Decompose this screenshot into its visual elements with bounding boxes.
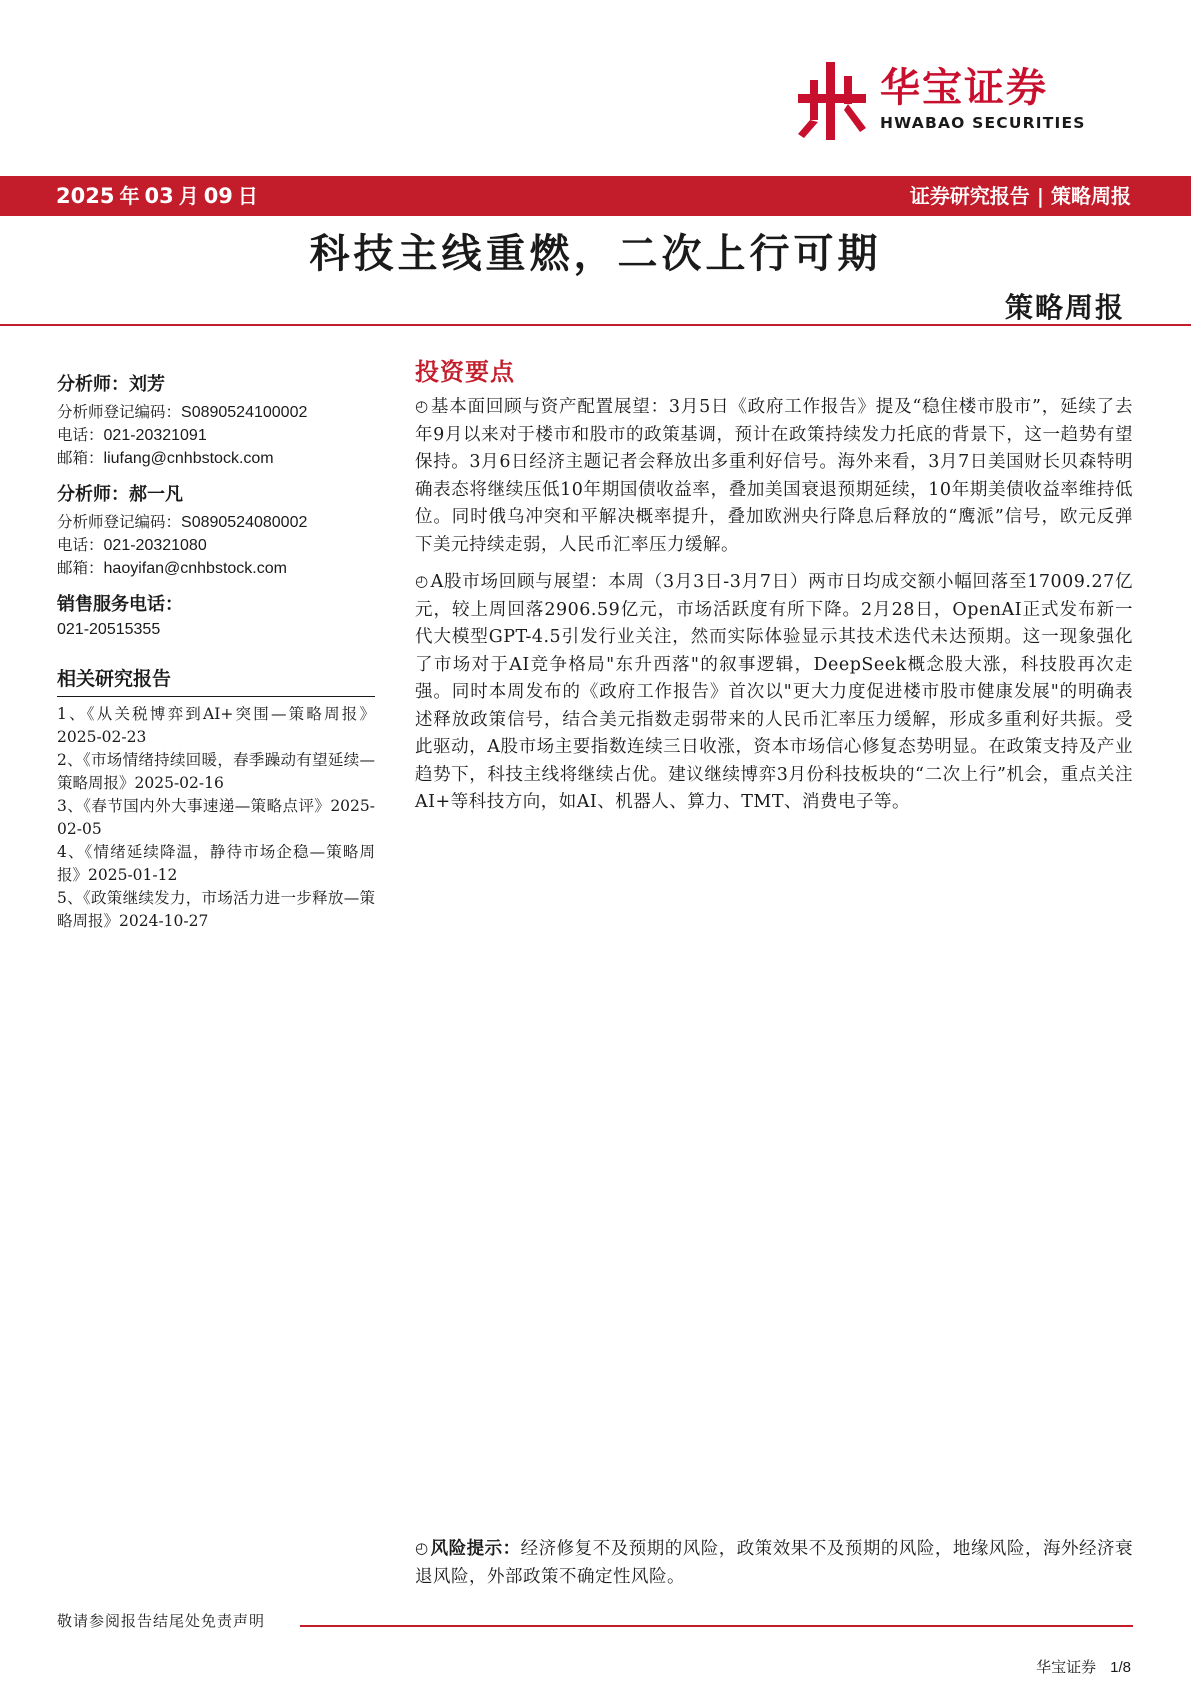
footer-divider: [300, 1625, 1133, 1627]
analyst-block: [57, 482, 375, 580]
analyst-reg-label: 分析师登记编码：: [57, 513, 182, 531]
related-reports-title: 相关研究报告: [57, 664, 375, 697]
related-reports-list: [57, 703, 375, 933]
title-divider: [0, 324, 1191, 326]
sales-phone: 021-20515355: [57, 621, 161, 638]
footer-disclaimer: 敬请参阅报告结尾处免责声明: [57, 1612, 266, 1630]
risk-text: 经济修复不及预期的风险，政策效果不及预期的风险，地缘风险，海外经济衰退风险，外部政策不确定性风险。: [415, 1539, 1133, 1587]
analyst-email-label: 邮箱：: [57, 449, 104, 467]
related-report-link[interactable]: 4、《情绪延续降温，静待市场企稳—策略周报》2025-01-12: [57, 843, 375, 884]
date-month-unit: 月: [178, 184, 199, 208]
logo-name-en: HWABAO SECURITIES: [880, 114, 1086, 132]
key-point-paragraph: [415, 568, 1133, 817]
report-category: 证券研究报告 | 策略周报: [909, 184, 1131, 208]
date-year-unit: 年: [119, 184, 140, 208]
analyst-phone: [57, 424, 375, 447]
analyst-reg: [57, 401, 375, 424]
main-content: [415, 355, 1133, 826]
clock-bullet-icon: ◴: [415, 397, 429, 415]
analyst-email-value[interactable]: liufang@cnhbstock.com: [103, 450, 274, 467]
logo-name-cn: 华宝证券: [880, 65, 1048, 111]
related-report-link[interactable]: 3、《春节国内外大事速递—策略点评》2025-02-05: [57, 797, 375, 838]
analyst-reg-value: S0890524080002: [181, 514, 308, 531]
analyst-email: [57, 557, 375, 580]
date-year: 2025: [56, 184, 115, 208]
analyst-email: [57, 447, 375, 470]
footer-page-info: [1036, 1656, 1131, 1677]
date-day-unit: 日: [237, 184, 258, 208]
analyst-name: 分析师：郝一凡: [57, 484, 183, 505]
related-report-link[interactable]: 2、《市场情绪持续回暖，春季躁动有望延续—策略周报》2025-02-16: [57, 751, 375, 792]
related-report-link[interactable]: 5、《政策继续发力，市场活力进一步释放—策略周报》2024-10-27: [57, 889, 375, 930]
footer-brand: 华宝证券: [1036, 1658, 1097, 1676]
sales-title: 销售服务电话：: [57, 594, 183, 615]
hwabao-logo-icon: [790, 58, 874, 144]
date-day: 09: [203, 184, 233, 208]
page-title: 科技主线重燃，二次上行可期: [309, 230, 882, 277]
company-logo: [790, 58, 1120, 144]
analyst-phone-label: 电话：: [57, 426, 104, 444]
date-month: 03: [144, 184, 174, 208]
analyst-phone-value: 021-20321080: [103, 537, 207, 554]
analyst-email-value[interactable]: haoyifan@cnhbstock.com: [103, 560, 287, 577]
risk-label: 风险提示：: [430, 1539, 521, 1559]
analyst-reg: [57, 511, 375, 534]
key-point-paragraph: [415, 393, 1133, 559]
report-date: [56, 176, 263, 216]
key-point-text: 基本面回顾与资产配置展望：3月5日《政府工作报告》提及“稳住楼市股市”，延续了去年9月以来对于楼市和股市的政策基调，预计在政策持续发力托底的背景下，这一趋势有望保持。3月6日经济主题记者会释放出多重利好信号。海外来看，3月7日美国财长贝森特明确表态将继续压低10年期国债收益率，叠加美国衰退预期延续，10年期美债收益率维持低位。同时俄乌冲突和平解决概率提升，叠加欧洲央行降息后释放的“鹰派”信号，欧元反弹下美元持续走弱，人民币汇率压力缓解。: [415, 397, 1133, 555]
analyst-reg-label: 分析师登记编码：: [57, 403, 182, 421]
sidebar: [57, 372, 375, 933]
header-band: [0, 176, 1191, 216]
page-subtitle: 策略周报: [1004, 291, 1125, 324]
analyst-phone-label: 电话：: [57, 536, 104, 554]
key-points-title: 投资要点: [415, 357, 515, 386]
analyst-email-label: 邮箱：: [57, 559, 104, 577]
analyst-reg-value: S0890524100002: [181, 404, 308, 421]
page-number: 1/8: [1110, 1659, 1131, 1676]
related-report-link[interactable]: 1、《从关税博弈到AI+突围—策略周报》2025-02-23: [57, 705, 375, 746]
analyst-block: [57, 372, 375, 470]
analyst-phone-value: 021-20321091: [103, 427, 207, 444]
clock-bullet-icon: ◴: [415, 1539, 429, 1557]
clock-bullet-icon: ◴: [415, 572, 429, 590]
analyst-phone: [57, 534, 375, 557]
key-point-text: A股市场回顾与展望：本周（3月3日-3月7日）两市日均成交额小幅回落至17009.27亿元，较上周回落2906.59亿元，市场活跃度有所下降。2月28日，OpenAI正式发布新一代大模型GPT-4.5引发行业关注，然而实际体验显示其技术迭代未达预期。这一现象强化了市场对于AI竞争格局"东升西落"的叙事逻辑，DeepSeek概念股大涨，科技股再次走强。同时本周发布的《政府工作报告》首次以"更大力度促进楼市股市健康发展"的明确表述释放政策信号，结合美元指数走弱带来的人民币汇率压力缓解，形成多重利好共振。受此驱动，A股市场主要指数连续三日收涨，资本市场信心修复态势明显。在政策支持及产业趋势下，科技主线将继续占优。建议继续博弈3月份科技板块的“二次上行”机会，重点关注AI+等科技方向，如AI、机器人、算力、TMT、消费电子等。: [415, 572, 1133, 812]
analyst-name: 分析师：刘芳: [57, 374, 165, 395]
risk-warning: [415, 1535, 1133, 1591]
